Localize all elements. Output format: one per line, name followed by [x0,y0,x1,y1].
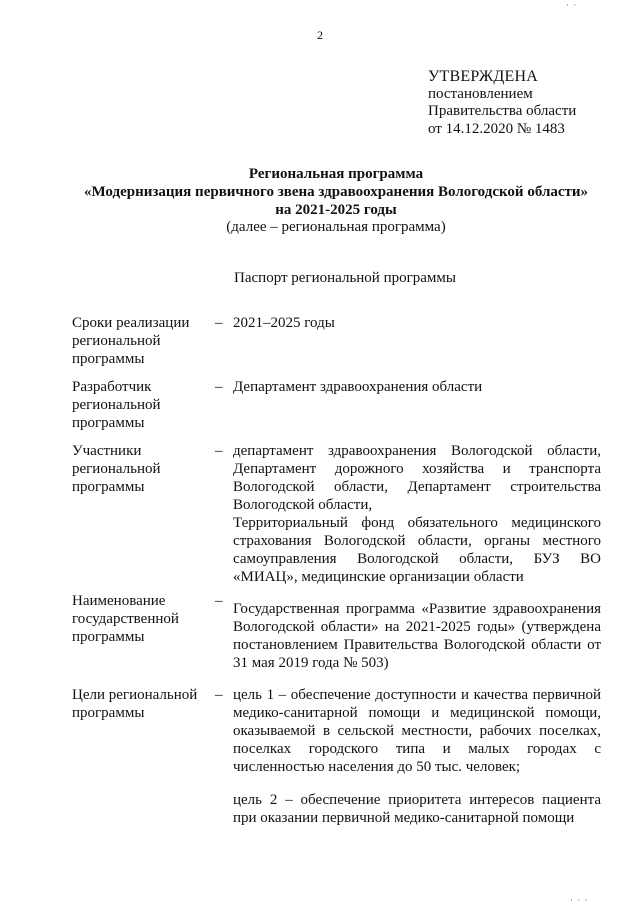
row-value-participants [233,442,601,586]
row-label-participants: Участники региональной программы [72,443,161,495]
program-title-block [0,166,640,237]
approval-stamp [428,68,576,138]
row-dash: – [215,443,223,459]
approval-line-1: постановлением [428,85,533,102]
row-label-goals: Цели региональной программы [72,687,198,721]
row-value-paragraph: Департамент здравоохранения области [233,379,483,395]
scan-mark-bottom: · · · [570,895,589,905]
row-value-paragraph: Государственная программа «Развитие здравоохранения Вологодской области» на 2021-2025 годы» (утверждена постановлением Правительства Вологодской области от 31 мая 2019 года № 503) [233,601,601,671]
row-value-paragraph: Территориальный фонд обязательного медицинского страхования Вологодской области, органы местного самоуправления Вологодской области, БУЗ ВО «МИАЦ», медицинские организации области [233,515,601,585]
approval-line-2: Правительства области [428,103,577,119]
program-title-line-1: Региональная программа [248,166,424,182]
approval-heading: УТВЕРЖДЕНА [428,68,539,85]
program-subtitle: (далее – региональная программа) [226,219,446,236]
row-value-developer [233,378,601,396]
row-value-paragraph: цель 1 – обеспечение доступности и качества первичной медико-санитарной помощи и медицинской помощи, оказываемой в сельской местности, рабочих поселках, поселках городского типа и малых городах с численностью населения до 50 тыс. человек; [233,687,601,775]
row-dash: – [215,687,223,703]
row-value-paragraph: 2021–2025 годы [233,315,335,331]
row-label-developer: Разработчик региональной программы [72,379,161,431]
row-dash: – [215,315,223,331]
row-value-paragraph: департамент здравоохранения Вологодской области, Департамент дорожного хозяйства и транспорта Вологодской области, Департамент строительства Вологодской области, [233,443,601,513]
row-value-state-program [233,600,601,672]
program-title-line-3: на 2021-2025 годы [275,201,397,218]
row-value-paragraph: цель 2 – обеспечение приоритета интересов пациента при оказании первичной медико-санитарной помощи [233,792,601,826]
page-number: 2 [317,28,323,42]
row-label-terms: Сроки реализации региональной программы [72,315,190,367]
scan-mark-top: · · [566,0,578,10]
row-dash: – [215,379,223,395]
row-dash: – [215,593,223,609]
row-label-state-program: Наименование государственной программы [72,593,179,645]
row-value-terms [233,314,601,332]
approval-line-3: от 14.12.2020 № 1483 [428,120,565,137]
passport-title: Паспорт региональной программы [234,270,456,286]
program-title-line-2: «Модернизация первичного звена здравоохранения Вологодской области» [83,183,589,200]
row-value-goals [233,686,601,827]
